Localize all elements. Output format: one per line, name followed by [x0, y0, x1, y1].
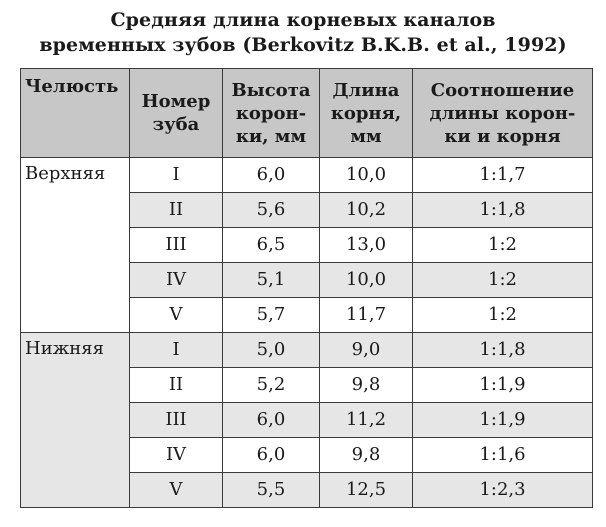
header-crown-height	[223, 69, 320, 158]
ratio-cell: 1:1,9	[413, 403, 593, 438]
root-length-cell: 9,0	[320, 333, 413, 368]
crown-height-cell: 6,0	[223, 403, 320, 438]
ratio-cell: 1:1,7	[413, 158, 593, 193]
tooth-number-cell: III	[130, 228, 223, 263]
header-root-line-3: мм	[350, 125, 382, 147]
header-jaw	[21, 69, 130, 158]
tooth-number-cell: I	[130, 333, 223, 368]
crown-height-cell: 6,0	[223, 438, 320, 473]
caption-line-2: временных зубов (Berkovitz B.K.B. et al., 1992)	[39, 34, 567, 56]
header-root-line-1: Длина	[332, 79, 400, 101]
ratio-cell: 1:2	[413, 263, 593, 298]
root-length-cell: 11,7	[320, 298, 413, 333]
header-ratio-line-3: ки и корня	[444, 125, 561, 147]
tooth-number-cell: IV	[130, 438, 223, 473]
root-length-cell: 13,0	[320, 228, 413, 263]
root-length-cell: 10,0	[320, 263, 413, 298]
header-root-line-2: корня,	[330, 102, 402, 124]
tooth-number-cell: IV	[130, 263, 223, 298]
ratio-cell: 1:2	[413, 228, 593, 263]
header-row	[21, 69, 593, 158]
tooth-number-cell: II	[130, 193, 223, 228]
crown-height-cell: 6,0	[223, 158, 320, 193]
tooth-number-cell: II	[130, 368, 223, 403]
crown-height-cell: 5,5	[223, 473, 320, 508]
header-ratio-line-1: Соотношение	[430, 79, 575, 101]
root-length-cell: 12,5	[320, 473, 413, 508]
caption-line-1: Средняя длина корневых каналов	[110, 9, 496, 31]
root-length-cell: 10,2	[320, 193, 413, 228]
crown-height-cell: 5,2	[223, 368, 320, 403]
crown-height-cell: 5,7	[223, 298, 320, 333]
header-crown-line-2: корон-	[235, 102, 307, 124]
ratio-cell: 1:1,8	[413, 333, 593, 368]
header-ratio	[413, 69, 593, 158]
tooth-number-cell: I	[130, 158, 223, 193]
crown-height-cell: 5,1	[223, 263, 320, 298]
root-length-cell: 10,0	[320, 158, 413, 193]
header-root-length	[320, 69, 413, 158]
header-tooth-number	[130, 69, 223, 158]
header-crown-line-1: Высота	[231, 79, 311, 101]
ratio-cell: 1:1,9	[413, 368, 593, 403]
header-ratio-line-2: длины корон-	[429, 102, 576, 124]
header-tooth-line-1: Номер	[141, 91, 211, 112]
root-canal-length-table	[20, 68, 593, 508]
header-jaw-line-1: Челюсть	[25, 76, 119, 97]
crown-height-cell: 5,6	[223, 193, 320, 228]
jaw-cell-upper: Верхняя	[21, 158, 130, 333]
ratio-cell: 1:2	[413, 298, 593, 333]
ratio-cell: 1:1,8	[413, 193, 593, 228]
root-length-cell: 11,2	[320, 403, 413, 438]
tooth-number-cell: V	[130, 298, 223, 333]
tooth-number-cell: V	[130, 473, 223, 508]
ratio-cell: 1:2,3	[413, 473, 593, 508]
table-row	[21, 333, 593, 368]
header-tooth-line-2: зуба	[152, 114, 200, 135]
jaw-cell-lower: Нижняя	[21, 333, 130, 508]
crown-height-cell: 5,0	[223, 333, 320, 368]
tooth-number-cell: III	[130, 403, 223, 438]
root-length-cell: 9,8	[320, 368, 413, 403]
table-row	[21, 158, 593, 193]
table-caption	[0, 8, 606, 58]
ratio-cell: 1:1,6	[413, 438, 593, 473]
header-crown-line-3: ки, мм	[235, 125, 307, 147]
crown-height-cell: 6,5	[223, 228, 320, 263]
root-length-cell: 9,8	[320, 438, 413, 473]
